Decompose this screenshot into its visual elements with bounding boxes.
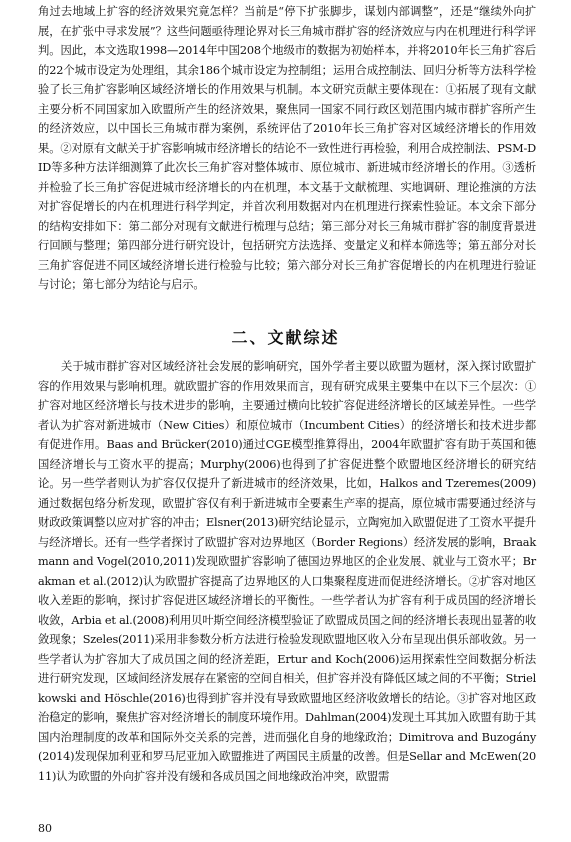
literature-review-paragraph: 关于城市群扩容对区域经济社会发展的影响研究，国外学者主要以欧盟为题材，深入探讨欧盟扩容的作用效果与影响机理。就欧盟扩容的作用效果而言，现有研究成果主要集中在以下三个层次：①扩容对地区经济增长与技术进步的影响，主要通过横向比较扩容促进经济增长的区域差异性。一些学者认为扩容对新进城市（New Cities）和原位城市（Incumbent Cities）的经济增长和技术进步都有促进作用。Baas and Brücker(2010)通过CGE模型推算得出，2004年欧盟扩容有助于英国和德国经济增长与工资水平的提高；Murphy(2006)也得到了扩容促进整个欧盟地区经济增长的研究结论。另一些学者则认为扩容仅仅提升了新进城市的经济效果，比如，Halkos and Tzeremes(2009)通过数据包络分析发现，欧盟扩容仅有利于新进城市全要素生产率的提高，原位城市需要通过经济与财政政策调整以应对扩容的冲击；Elsner(2013)研究结论显示，立陶宛加入欧盟促进了工资水平提升与经济增长。还有一些学者探讨了欧盟扩容对边界地区（Border Regions）经济发展的影响，Braakmann and Vogel(2010,2011)发现欧盟扩容影响了德国边界地区的企业发展、就业与工资水平；Brakman et al.(2012)认为欧盟扩容提高了边界地区的人口集聚程度进而促进经济增长。②扩容对地区收入差距的影响，探讨扩容促进区域经济增长的平衡性。一些学者认为扩容有利于成员国的经济增长收敛，Arbia et al.(2008)利用贝叶斯空间经济模型验证了欧盟成员国之间的经济增长表现出显著的收敛现象；Szeles(2011)采用非参数分析方法进行检验发现欧盟地区收入分布呈现出俱乐部收敛。另一些学者认为扩容加大了成员国之间的经济差距，Ertur and Koch(2006)运用探索性空间数据分析法进行研究发现，区域间经济发展存在紧密的空间自相关，但扩容并没有降低区域之间的不平衡；Strielkowski and Höschle(2016)也得到扩容并没有导致欧盟地区经济收敛增长的结论。③扩容对地区政治稳定的影响，聚焦扩容对经济增长的制度环境作用。Dahlman(2004)发现土耳其加入欧盟有助于其国内治理制度的改革和国际外交关系的完善，进而强化自身的地缘政治；Dimitrova and Buzogány(2014)发现保加利亚和罗马尼亚加入欧盟推进了两国民主质量的改善。但是Sellar and McEwen(2011)认为欧盟的外向扩容并没有缓和各成员国之间地缘政治冲突，欧盟需 [38, 360, 536, 783]
section-heading: 二、文献综述 [231, 328, 340, 347]
intro-paragraph: 角过去地域上扩容的经济效果究竟怎样？当前是“停下扩张脚步，谋划内部调整”，还是“继续外向扩展，在扩张中寻求发展”？这些问题亟待理论界对长三角城市群扩容的经济效应与内在机理进行科学评判。因此，本文选取1998—2014年中国208个地级市的数据为初始样本，并将2010年长三角扩容后的22个城市设定为处理组，其余186个城市设定为控制组；运用合成控制法、回归分析等方法科学检验了长三角扩容影响区域经济增长的作用效果与机制。本文研究贡献主要体现在：①拓展了现有文献主要分析不同国家加入欧盟所产生的经济效果，聚焦同一国家不同行政区划范围内城市群扩容所产生的经济效应，以中国长三角城市群为案例，系统评估了2010年长三角扩容对区域经济增长的作用效果。②对原有文献关于扩容影响城市经济增长的结论不一致性进行再检验，利用合成控制法、PSM-DID等多种方法详细测算了此次长三角扩容对整体城市、原位城市、新进城市经济增长的作用。③透析并检验了长三角扩容促进城市经济增长的内在机理，本文基于文献梳理、实地调研、理论推演的方法对扩容促增长的内在机理进行科学判定，并首次利用数据对内在机理进行探索性验证。本文余下部分的结构安排如下：第二部分对现有文献进行梳理与总结；第三部分对长三角城市群扩容的制度背景进行回顾与整理；第四部分进行研究设计，包括研究方法选择、变量定义和样本筛选等；第五部分对长三角扩容促进不同区域经济增长进行检验与比较；第六部分对长三角扩容促增长的内在机理进行验证与讨论；第七部分为结论与启示。 [38, 5, 536, 291]
page-number: 80 [38, 822, 52, 835]
